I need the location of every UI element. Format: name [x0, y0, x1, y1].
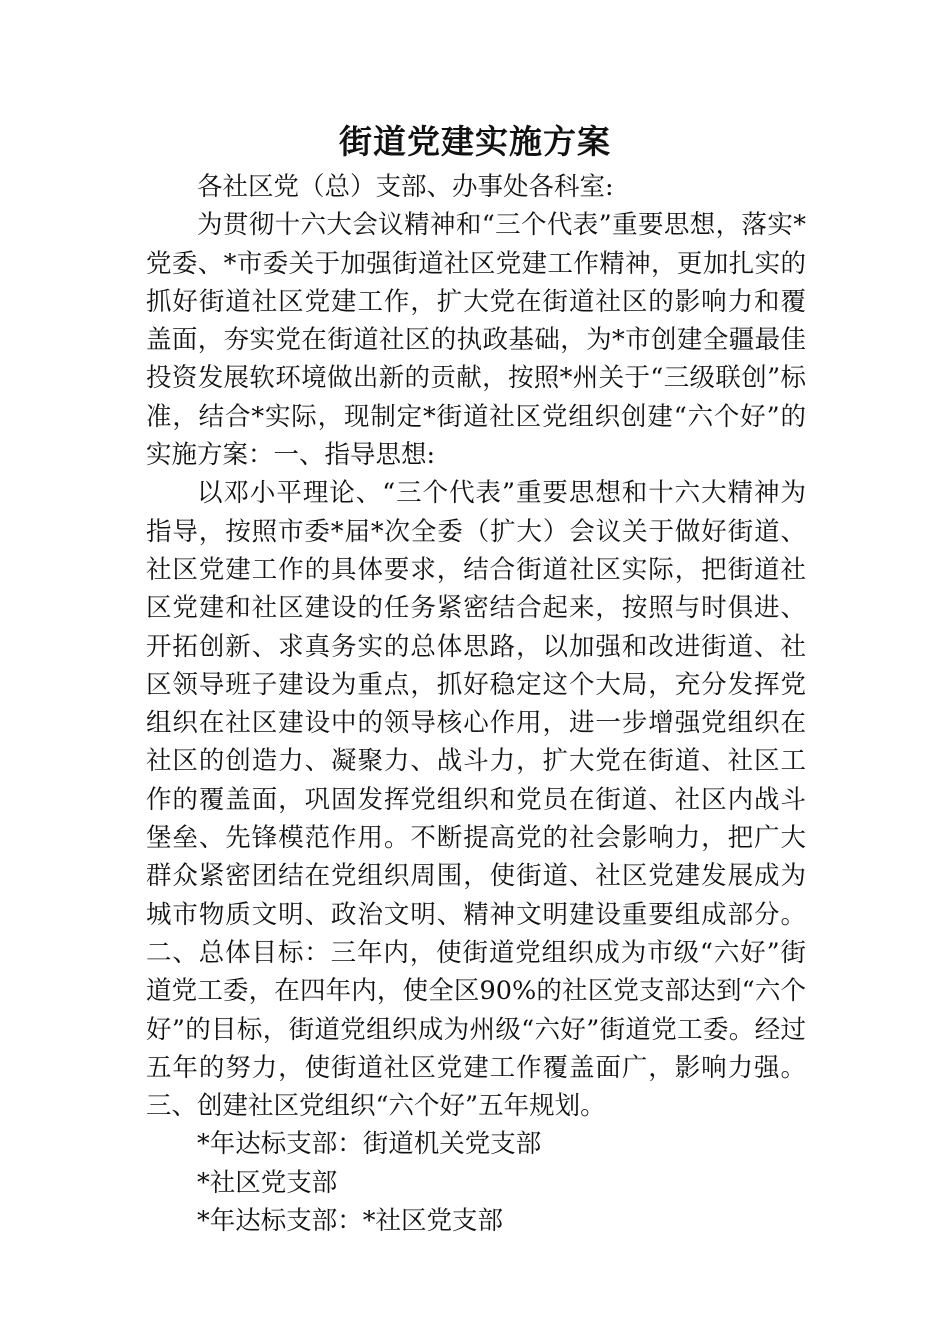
- list-line-2: *社区党支部: [197, 1167, 338, 1198]
- list-line-3: *年达标支部：*社区党支部: [197, 1206, 504, 1237]
- paragraph-1: 为贯彻十六大会议精神和“三个代表”重要思想，落实*党委、*市委关于加强街道社区党建工作精神，更加扎实的抓好街道社区党建工作，扩大党在街道社区的影响力和覆盖面，夯实党在街道社区的执政基础，为*市创建全疆最佳投资发展软环境做出新的贡献，按照*州关于“三级联创”标准，结合*实际，现制定*街道社区党组织创建“六个好”的实施方案：一、指导思想:: [146, 210, 806, 471]
- paragraph-2: 以邓小平理论、“三个代表”重要思想和十六大精神为指导，按照市委*届*次全委（扩大）会议关于做好街道、社区党建工作的具体要求，结合街道社区实际，把街道社区党建和社区建设的任务紧密结合起来，按照与时俱进、开拓创新、求真务实的总体思路，以加强和改进街道、社区领导班子建设为重点，抓好稳定这个大局，充分发挥党组织在社区建设中的领导核心作用，进一步增强党组织在社区的创造力、凝聚力、战斗力，扩大党在街道、社区工作的覆盖面，巩固发挥党组织和党员在街道、社区内战斗堡垒、先锋模范作用。不断提高党的社会影响力，把广大群众紧密团结在党组织周围，使街道、社区党建发展成为城市物质文明、政治文明、精神文明建设重要组成部分。二、总体目标：三年内，使街道党组织成为市级“六好”街道党工委，在四年内，使全区90%的社区党支部达到“六个好”的目标，街道党组织成为州级“六好”街道党工委。经过五年的努力，使街道社区党建工作覆盖面广，影响力强。三、创建社区党组织“六个好”五年规划。: [146, 478, 806, 1122]
- salutation: 各社区党（总）支部、办事处各科室:: [197, 172, 614, 202]
- list-line-1: *年达标支部：街道机关党支部: [197, 1129, 542, 1160]
- document-title: 街道党建实施方案: [339, 122, 611, 161]
- document-body: [146, 168, 806, 1240]
